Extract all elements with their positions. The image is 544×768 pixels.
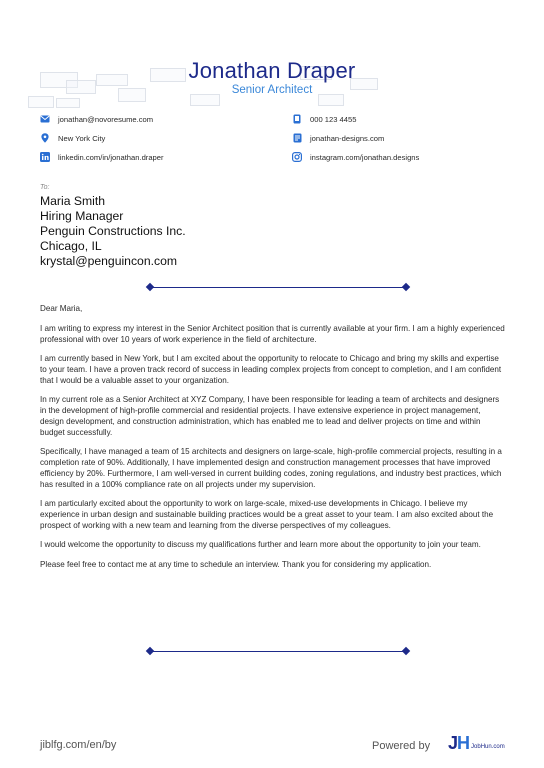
recipient-position: Hiring Manager	[40, 209, 124, 223]
recipient-company: Penguin Constructions Inc.	[40, 224, 186, 238]
contact-instagram[interactable]: instagram.com/jonathan.designs	[292, 152, 419, 162]
paragraph: Specifically, I have managed a team of 15 architects and designers on large-scale, high-profile commercial projects, resulting in a completion rate of 90%. Additionally, I have implemented design and construction management processes that have improved efficiency by 20%. Furthermore, I am well-versed in current building codes, zoning regulations, and industry best practices, which has resulted in a 100% compliance rate on all projects under my supervision.	[40, 447, 502, 489]
recipient-location: Chicago, IL	[40, 239, 102, 253]
paragraph: Please feel free to contact me at any time to schedule an interview. Thank you for considering my application.	[40, 559, 432, 569]
salutation: Dear Maria,	[40, 304, 83, 313]
linkedin-icon	[40, 152, 50, 162]
contact-phone[interactable]: 000 123 4455	[292, 114, 356, 124]
paragraph: I am particularly excited about the opportunity to work on large-scale, mixed-use developments in Chicago. I believe my experience in urban design and sustainable building practices would be a great asset to your team. I am also excited about the prospect of working with a new team and learning from the diverse perspectives of my colleagues.	[40, 499, 494, 531]
contact-email[interactable]: jonathan@novoresume.com	[40, 114, 153, 124]
recipient-email[interactable]: krystal@penguincon.com	[40, 254, 178, 268]
letter-body	[40, 304, 506, 579]
contact-website[interactable]: jonathan-designs.com	[292, 133, 384, 143]
email-icon	[40, 114, 50, 124]
website-icon	[292, 133, 302, 143]
powered-by-label: Powered by	[372, 740, 431, 752]
logo-j: J	[448, 733, 458, 753]
phone-icon	[292, 114, 302, 124]
location-pin-icon	[40, 133, 50, 143]
applicant-title: Senior Architect	[231, 84, 313, 96]
applicant-name: Jonathan Draper	[188, 58, 356, 83]
divider-bottom	[147, 647, 409, 655]
contact-linkedin[interactable]: linkedin.com/in/jonathan.draper	[40, 152, 164, 162]
logo-h: H	[457, 733, 470, 753]
contact-info	[40, 114, 510, 166]
paragraph: I am writing to express my interest in the Senior Architect position that is currently available at your firm. I am a highly experienced professional with over 10 years of work experience in the field of architecture.	[40, 323, 505, 344]
recipient-to-label: To:	[40, 184, 50, 191]
jobhun-logo[interactable]	[448, 734, 505, 752]
paragraph: I am currently based in New York, but I am excited about the opportunity to relocate to Chicago and bring my skills and expertise to your team. I have a proven track record of success in leading complex projects from concept to completion, and I am confident that I would be a valuable asset to your organization.	[40, 354, 502, 385]
logo-text: JobHun.com	[471, 744, 505, 750]
paragraph: I would welcome the opportunity to discuss my qualifications further and learn more about the opportunity to join your team.	[40, 540, 481, 550]
recipient-name: Maria Smith	[40, 194, 106, 208]
recipient-block	[40, 194, 186, 269]
paragraph: In my current role as a Senior Architect at XYZ Company, I have been responsible for leading a team of architects and designers in the development of high-profile commercial and residential projects. I have extensive experience in project management, design development, and construction administration, which has enabled me to lead and deliver projects on time and within budget successfully.	[40, 395, 500, 437]
divider-top	[147, 283, 409, 291]
contact-location: New York City	[40, 133, 105, 143]
instagram-icon	[292, 152, 302, 162]
footer-url[interactable]: jiblfg.com/en/by	[40, 739, 117, 751]
